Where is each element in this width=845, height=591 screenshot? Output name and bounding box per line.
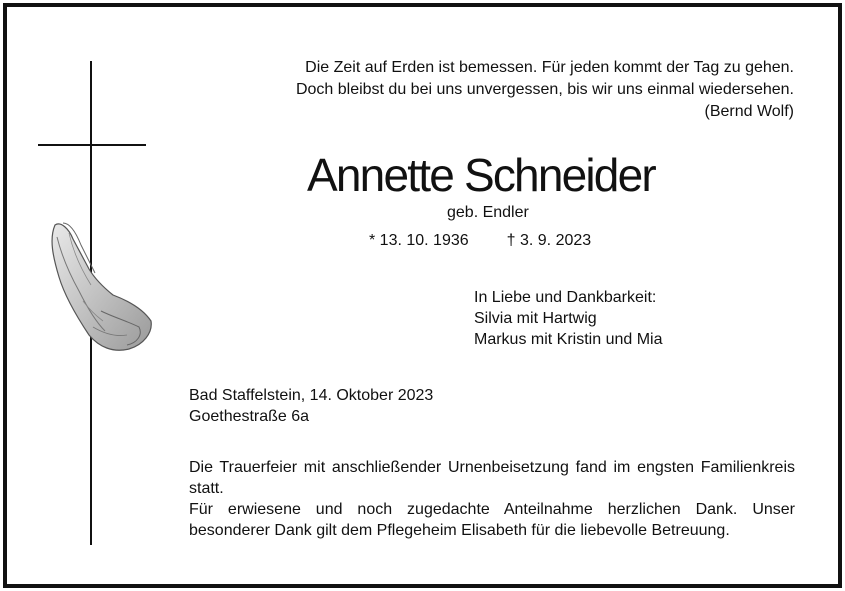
poem-block xyxy=(7,57,794,123)
place-street: Goethestraße 6a xyxy=(189,408,310,425)
deceased-name: Annette Schneider xyxy=(307,149,655,201)
poem-line: Doch bleibst du bei uns unvergessen, bis wir uns einmal wiedersehen. xyxy=(295,81,794,98)
death-date: † 3. 9. 2023 xyxy=(506,232,592,249)
poem-author: (Bernd Wolf) xyxy=(704,103,794,120)
notice-block xyxy=(189,457,795,541)
notice-paragraph: Die Trauerfeier mit anschließender Urnenbeisetzung fand im engsten Familienkreis statt. xyxy=(189,459,795,497)
birth-date: * 13. 10. 1936 xyxy=(369,232,469,249)
family-member: Markus mit Kristin und Mia xyxy=(474,331,663,348)
praying-hands-icon xyxy=(43,217,155,353)
obituary-frame xyxy=(3,3,842,588)
family-block xyxy=(474,287,663,350)
life-dates xyxy=(369,231,591,251)
cross-horizontal-bar xyxy=(38,144,146,146)
place-city-date: Bad Staffelstein, 14. Oktober 2023 xyxy=(189,387,434,404)
birth-name: geb. Endler xyxy=(447,204,529,221)
notice-paragraph: Für erwiesene und noch zugedachte Anteilnahme herzlichen Dank. Unser besonderer Dank gilt dem Pflegeheim Elisabeth für die liebevolle Betreuung. xyxy=(189,501,795,539)
family-member: Silvia mit Hartwig xyxy=(474,310,597,327)
family-intro: In Liebe und Dankbarkeit: xyxy=(474,289,657,306)
poem-line: Die Zeit auf Erden ist bemessen. Für jeden kommt der Tag zu gehen. xyxy=(305,59,794,76)
place-block xyxy=(189,385,433,427)
